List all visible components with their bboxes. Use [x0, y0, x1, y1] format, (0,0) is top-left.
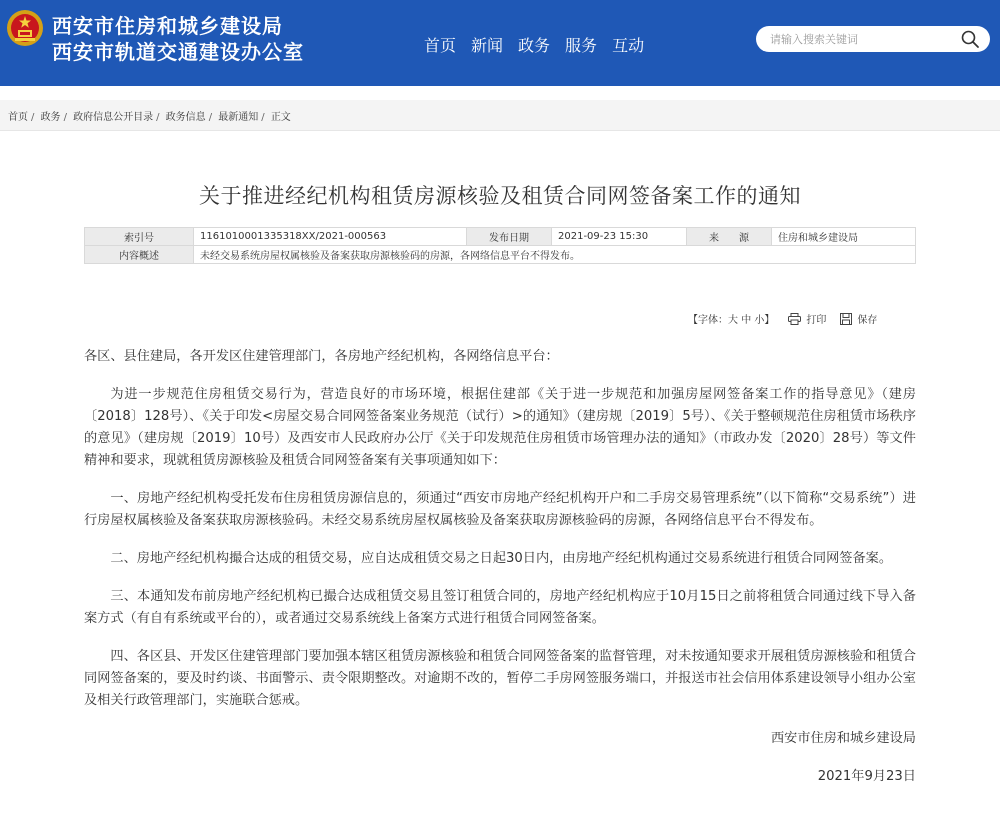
signature: 西安市住房和城乡建设局 — [770, 731, 916, 746]
meta-index-value: 1161010001335318XX/2021-000563 — [194, 228, 467, 246]
search-input[interactable] — [770, 30, 950, 48]
nav-news[interactable]: 新闻 — [471, 36, 504, 55]
breadcrumb-government-info[interactable]: 政务信息 — [165, 112, 206, 123]
breadcrumb-government[interactable]: 政务 — [40, 112, 61, 123]
article-title: 关于推进经纪机构租赁房源核验及租赁合同网签备案工作的通知 — [199, 184, 801, 208]
nav-interaction[interactable]: 互动 — [612, 36, 645, 55]
print-label: 打印 — [806, 315, 827, 326]
font-size-medium[interactable]: 中 — [741, 315, 752, 326]
nav-service[interactable]: 服务 — [565, 36, 598, 55]
meta-source-label: 来 源 — [687, 228, 772, 246]
nav-government[interactable]: 政务 — [518, 36, 551, 55]
breadcrumb-bar — [0, 100, 1000, 131]
paragraph-item-2: 二、房地产经纪机构撮合达成的租赁交易，应自达成租赁交易之日起30日内，由房地产经纪机构通过交易系统进行租赁合同网签备案。 — [110, 551, 893, 566]
font-size-small[interactable]: 小 — [754, 315, 765, 326]
article-body — [84, 346, 916, 804]
font-size-suffix: 】 — [764, 315, 775, 326]
meta-index-label: 索引号 — [85, 228, 194, 246]
meta-date-label: 发布日期 — [467, 228, 552, 246]
paragraph-item-1: 一、房地产经纪机构受托发布住房租赁房源信息的，须通过“西安市房地产经纪机构开户和二手房交易管理系统”（以下简称“交易系统”）进行房屋权属核验及备案获取房源核验码。未经交易系统房屋权属核验及备案获取房源核验码的房源，各网络信息平台不得发布。 — [84, 491, 916, 528]
meta-summary-label: 内容概述 — [85, 246, 194, 264]
salutation: 各区、县住建局，各开发区住建管理部门，各房地产经纪机构，各网络信息平台： — [84, 349, 559, 364]
main-nav — [424, 33, 644, 56]
signature-date: 2021年9月23日 — [817, 769, 916, 784]
breadcrumb: 首页 / 政务 / 政府信息公开目录 / 政务信息 / 最新通知 / 正文 — [8, 112, 291, 123]
font-size-control — [688, 311, 774, 326]
site-title-primary: 西安市住房和城乡建设局 — [52, 14, 283, 38]
save-button[interactable] — [840, 311, 877, 326]
meta-date-value: 2021-09-23 15:30 — [552, 228, 687, 246]
site-title-secondary: 西安市轨道交通建设办公室 — [52, 40, 304, 64]
meta-summary-value: 未经交易系统房屋权属核验及备案获取房源核验码的房源，各网络信息平台不得发布。 — [194, 246, 916, 264]
search-icon[interactable] — [960, 29, 980, 49]
font-size-prefix: 【字体： — [688, 315, 728, 326]
search-box — [756, 26, 990, 52]
site-header — [0, 0, 1000, 86]
breadcrumb-current: 正文 — [270, 112, 291, 123]
nav-home[interactable]: 首页 — [424, 36, 457, 55]
breadcrumb-home[interactable]: 首页 — [8, 112, 28, 123]
printer-icon — [788, 313, 801, 325]
article-tools — [688, 311, 877, 326]
paragraph-intro: 为进一步规范住房租赁交易行为，营造良好的市场环境，根据住建部《关于进一步规范和加强房屋网签备案工作的指导意见》（建房〔2018〕128号）、《关于印发<房屋交易合同网签备案业务规范（试行）>的通知》（建房规〔2019〕5号）、《关于整顿规范住房租赁市场秩序的意见》（建房规〔2019〕10号）及西安市人民政府办公厅《关于印发规范住房租赁市场管理办法的通知》（市政办发〔2020〕28号）等文件精神和要求，现就租赁房源核验及租赁合同网签备案有关事项通知如下： — [84, 387, 916, 468]
breadcrumb-disclosure-catalog[interactable]: 政府信息公开目录 — [73, 112, 154, 123]
paragraph-item-3: 三、本通知发布前房地产经纪机构已撮合达成租赁交易且签订租赁合同的，房地产经纪机构应于10月15日之前将租赁合同通过线下导入备案方式（有自有系统或平台的），或者通过交易系统线上备案方式进行租赁合同网签备案。 — [84, 589, 916, 626]
font-size-large[interactable]: 大 — [728, 315, 738, 326]
save-label: 保存 — [857, 315, 878, 326]
print-button[interactable] — [788, 311, 826, 326]
national-emblem-icon — [6, 8, 44, 48]
breadcrumb-latest-notices[interactable]: 最新通知 — [218, 112, 259, 123]
meta-source-value: 住房和城乡建设局 — [772, 228, 916, 246]
article-meta-table — [84, 227, 916, 264]
paragraph-item-4: 四、各区县、开发区住建管理部门要加强本辖区租赁房源核验和租赁合同网签备案的监督管理，对未按通知要求开展租赁房源核验和租赁合同网签备案的，要及时约谈、书面警示、责令限期整改。对逾期不改的，暂停二手房网签服务端口，并报送市社会信用体系建设领导小组办公室及相关行政管理部门，实施联合惩戒。 — [84, 649, 916, 708]
save-icon — [840, 313, 852, 325]
